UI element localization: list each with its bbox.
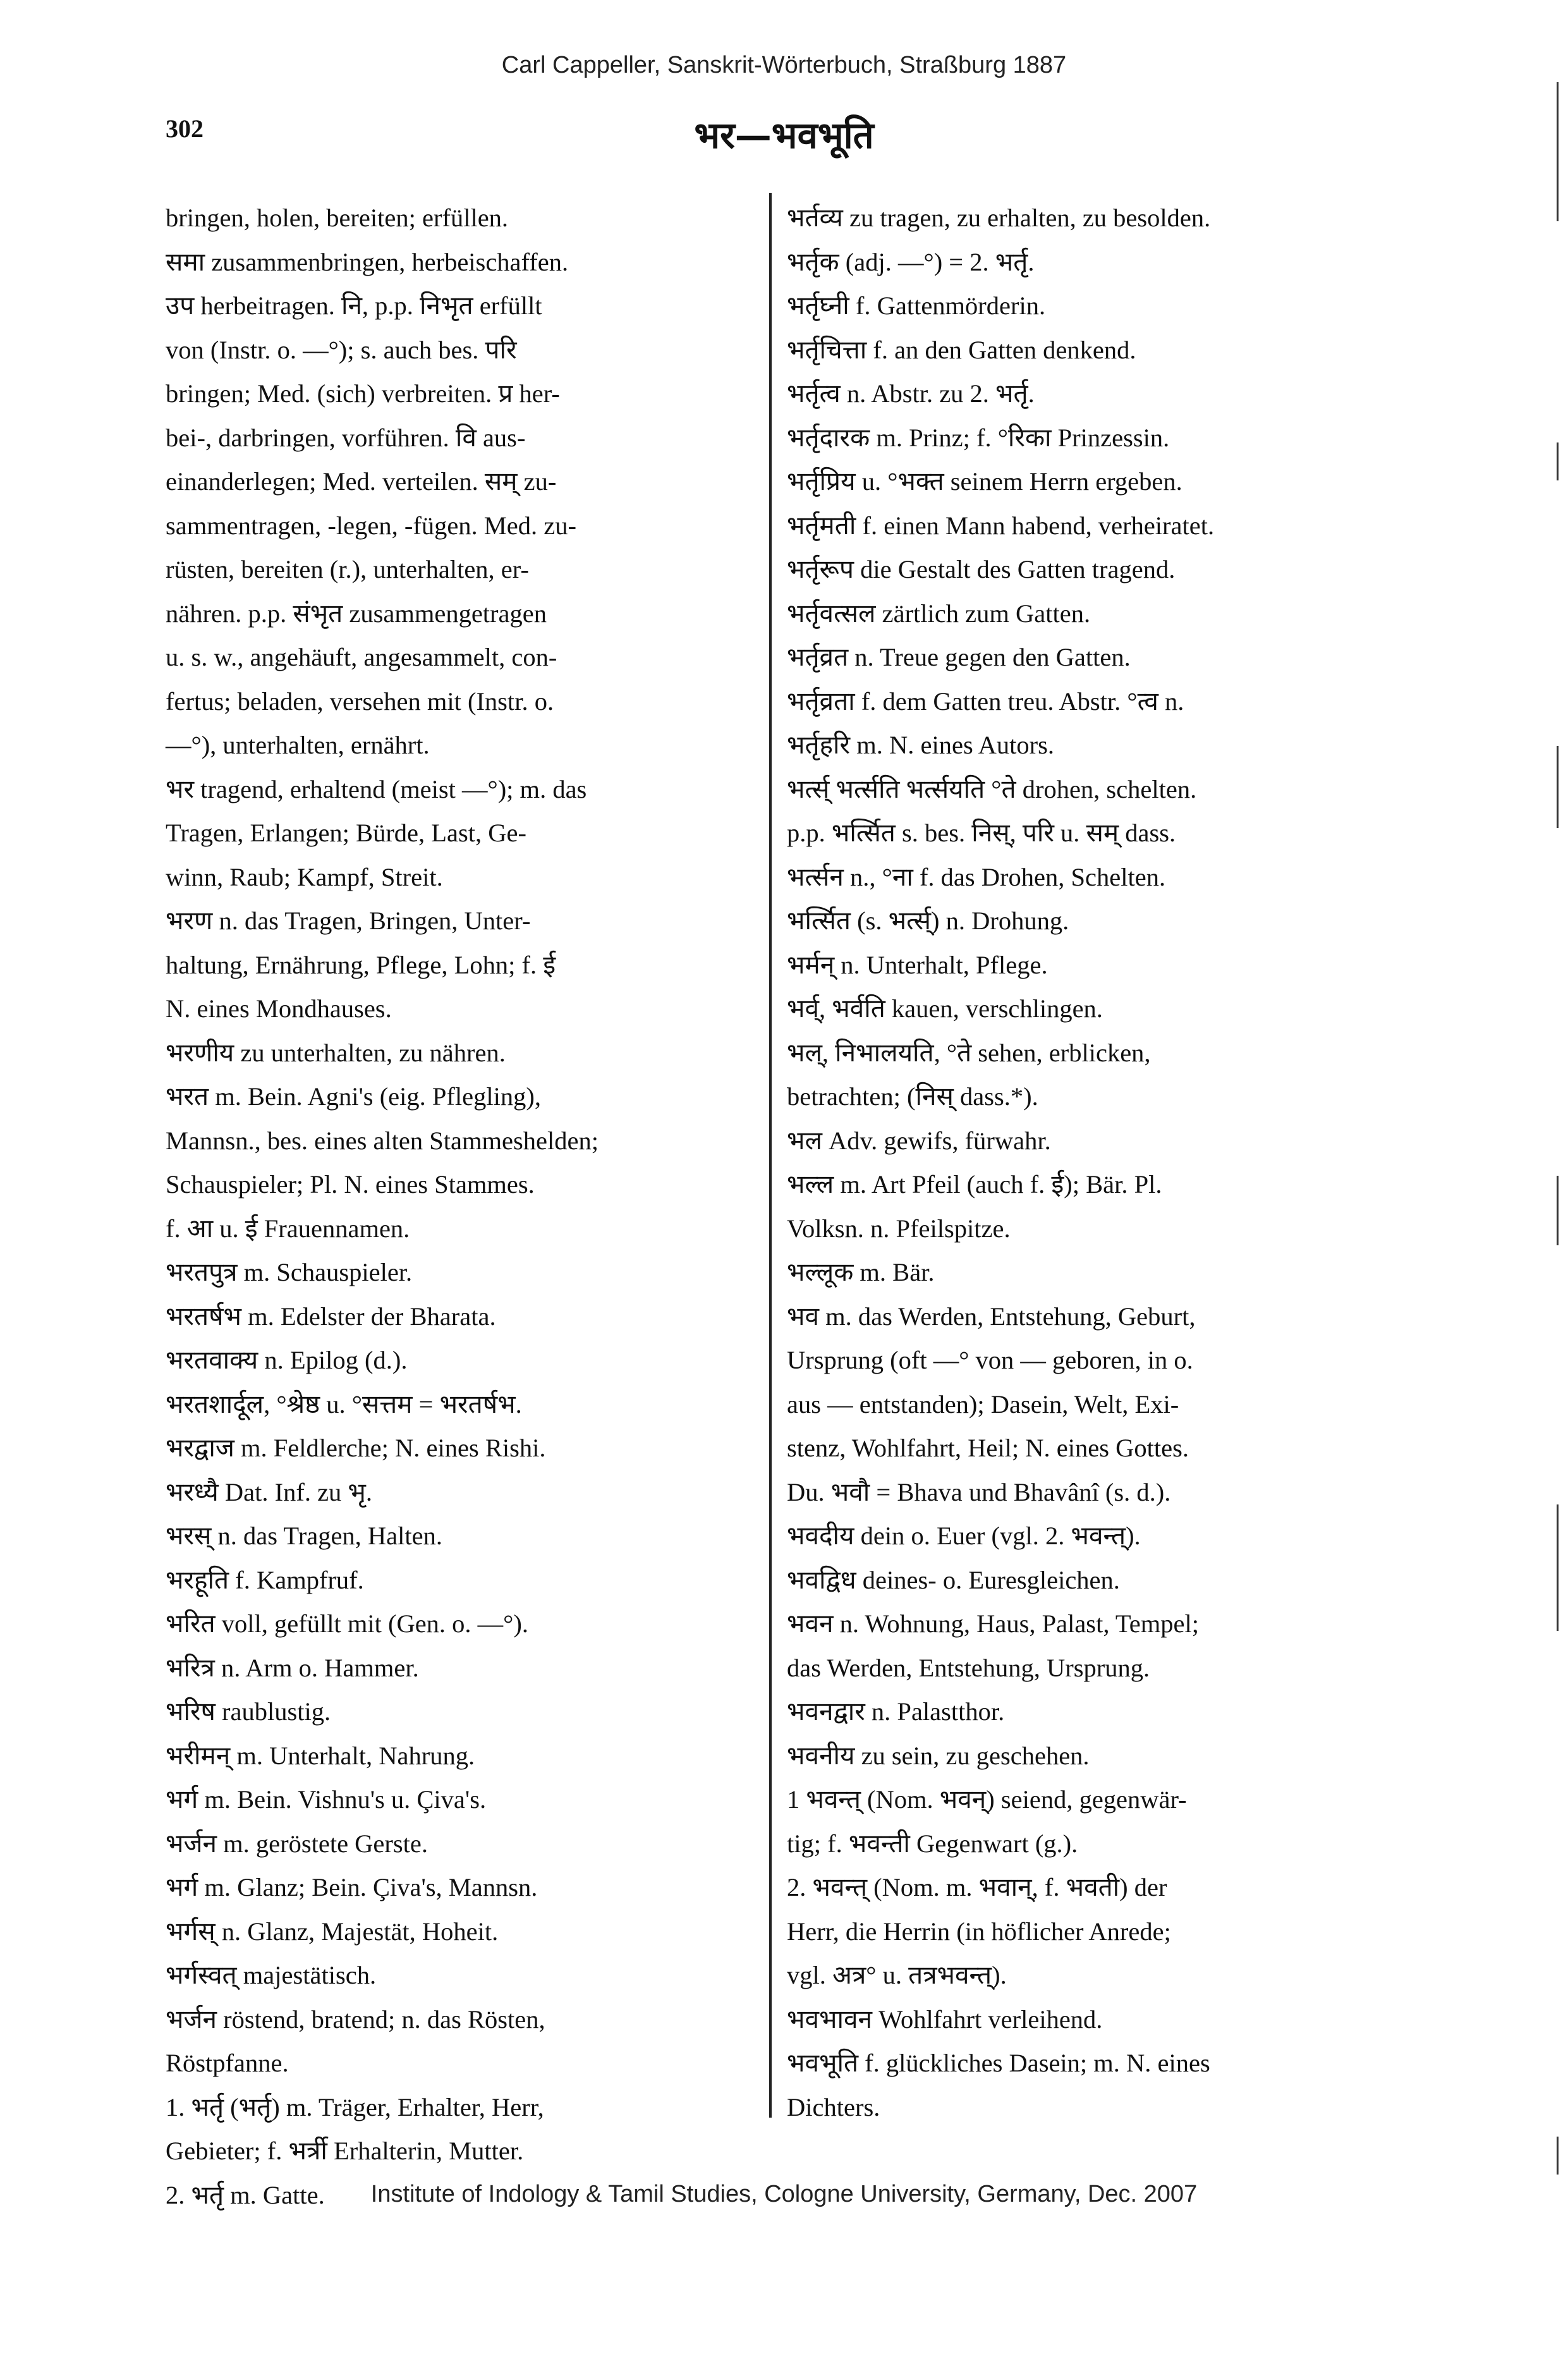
dictionary-line: भर्तृदारक m. Prinz; f. °रिका Prinzessin. (787, 423, 1170, 452)
dictionary-line: भर्तव्य zu tragen, zu erhalten, zu besolden. (787, 204, 1211, 232)
dictionary-line: भरस् n. das Tragen, Halten. (166, 1522, 443, 1550)
dictionary-line: भर्जन röstend, bratend; n. das Rösten, (166, 2004, 545, 2034)
scan-edge-marks (1554, 0, 1568, 2361)
dictionary-line: u. s. w., angehäuft, angesammelt, con- (166, 643, 557, 671)
dictionary-line: भरध्यै Dat. Inf. zu भृ. (166, 1477, 373, 1506)
dictionary-line: भर्तृचित्ता f. an den Gatten denkend. (787, 335, 1136, 364)
dictionary-line: भवभावन Wohlfahrt verleihend. (787, 2004, 1103, 2034)
dictionary-line: Röstpfanne. (166, 2049, 289, 2077)
dictionary-line: rüsten, bereiten (r.), unterhalten, er- (166, 555, 529, 583)
dictionary-line: Dichters. (787, 2092, 880, 2121)
running-head: भर—भवभूति (694, 114, 874, 157)
dictionary-line: bei-, darbringen, vorführen. वि aus- (166, 423, 526, 452)
dictionary-line: nähren. p.p. संभृत zusammengetragen (166, 599, 547, 628)
dictionary-line: Tragen, Erlangen; Bürde, Last, Ge- (166, 819, 526, 847)
dictionary-line: भवदीय dein o. Euer (vgl. 2. भवन्त्). (787, 1522, 1141, 1550)
dictionary-line: Herr, die Herrin (in höflicher Anrede; (787, 1917, 1171, 1946)
dictionary-line: भरद्वाज m. Feldlerche; N. eines Rishi. (166, 1434, 546, 1462)
right-column (787, 196, 1387, 2129)
dictionary-line: aus — entstanden); Dasein, Welt, Exi- (787, 1389, 1179, 1418)
dictionary-line: भरीमन् m. Unterhalt, Nahrung. (166, 1741, 475, 1770)
dictionary-line: 1. भर्तृ (भर्तृ) m. Träger, Erhalter, Herr, (166, 2092, 544, 2121)
dictionary-line: भल Adv. gewifs, fürwahr. (787, 1126, 1051, 1155)
dictionary-line: भर्गस्वत् majestätisch. (166, 1961, 377, 1989)
dictionary-line: भरहूति f. Kampfruf. (166, 1565, 364, 1594)
dictionary-line: भर्ग m. Bein. Vishnu's u. Çiva's. (166, 1785, 487, 1814)
dictionary-line: von (Instr. o. —°); s. auch bes. परि (166, 335, 517, 364)
dictionary-line: भर tragend, erhaltend (meist —°); m. das (166, 774, 587, 803)
dictionary-line: fertus; beladen, versehen mit (Instr. o. (166, 686, 554, 716)
dictionary-line: भरतवाक्य n. Epilog (d.). (166, 1346, 408, 1374)
left-column (166, 196, 766, 2217)
dictionary-line: einanderlegen; Med. verteilen. सम् zu- (166, 467, 557, 496)
dictionary-line: भरतपुत्र m. Schauspieler. (166, 1258, 413, 1286)
footer-credit: Institute of Indology & Tamil Studies, Cologne University, Germany, Dec. 2007 (370, 2181, 1198, 2207)
dictionary-line: भर्तृत्व n. Abstr. zu 2. भर्तृ. (787, 379, 1035, 408)
dictionary-line: 2. भवन्त् (Nom. m. भवान्, f. भवती) der (787, 1873, 1167, 1901)
dictionary-line: bringen; Med. (sich) verbreiten. प्र her- (166, 379, 560, 408)
dictionary-line: भर्त्स् भर्त्सति भर्त्सयति °ते drohen, schelten. (787, 774, 1197, 803)
dictionary-line: भर्तृव्रत n. Treue gegen den Gatten. (787, 643, 1131, 671)
dictionary-line: भरित्र n. Arm o. Hammer. (166, 1653, 419, 1682)
dictionary-line: भरित voll, gefüllt mit (Gen. o. —°). (166, 1609, 528, 1638)
page-number: 302 (166, 114, 204, 143)
dictionary-line: das Werden, Entstehung, Ursprung. (787, 1653, 1150, 1682)
dictionary-line: भर्गस् n. Glanz, Majestät, Hoheit. (166, 1917, 499, 1946)
dictionary-line: Mannsn., bes. eines alten Stammeshelden; (166, 1126, 599, 1155)
dictionary-line: भल्ल m. Art Pfeil (auch f. ई); Bär. Pl. (787, 1170, 1162, 1199)
dictionary-line: भर्तृरूप die Gestalt des Gatten tragend. (787, 555, 1176, 583)
dictionary-line: भवभूति f. glückliches Dasein; m. N. eines (787, 2049, 1210, 2077)
dictionary-line: भवन n. Wohnung, Haus, Palast, Tempel; (787, 1609, 1199, 1638)
dictionary-line: bringen, holen, bereiten; erfüllen. (166, 204, 509, 232)
dictionary-line: भरण n. das Tragen, Bringen, Unter- (166, 906, 531, 935)
dictionary-line: Du. भवौ = Bhava und Bhavânî (s. d.). (787, 1477, 1171, 1506)
dictionary-line: भर्त्सन n., °ना f. das Drohen, Schelten. (787, 862, 1166, 891)
dictionary-line: भल्लूक m. Bär. (787, 1258, 935, 1286)
dictionary-line: भर्व्, भर्वति kauen, verschlingen. (787, 994, 1103, 1023)
dictionary-line: betrachten; (निस् dass.*). (787, 1082, 1038, 1111)
dictionary-line: vgl. अत्र° u. तत्रभवन्त्). (787, 1961, 1007, 1989)
dictionary-line: 2. भर्तृ m. Gatte. (166, 2180, 325, 2209)
dictionary-line: भरणीय zu unterhalten, zu nähren. (166, 1038, 506, 1067)
dictionary-line: 1 भवन्त् (Nom. भवन्) seiend, gegenwär- (787, 1785, 1187, 1814)
dictionary-line: भर्तृघ्नी f. Gattenmörderin. (787, 291, 1046, 320)
dictionary-line: N. eines Mondhauses. (166, 994, 392, 1023)
dictionary-line: भर्तृमती f. einen Mann habend, verheiratet. (787, 511, 1215, 540)
column-divider (769, 193, 772, 2118)
dictionary-line: भर्ग m. Glanz; Bein. Çiva's, Mannsn. (166, 1873, 538, 1901)
dictionary-line: भरतर्षभ m. Edelster der Bharata. (166, 1302, 496, 1331)
dictionary-line: भर्तृक (adj. —°) = 2. भर्तृ. (787, 247, 1035, 276)
dictionary-line: haltung, Ernährung, Pflege, Lohn; f. ई (166, 950, 556, 979)
dictionary-line: समा zusammenbringen, herbeischaffen. (166, 247, 569, 276)
dictionary-line: उप herbeitragen. नि, p.p. निभृत erfüllt (166, 291, 542, 320)
dictionary-line: भर्त्सित (s. भर्त्स्) n. Drohung. (787, 906, 1069, 935)
dictionary-line: भवनद्वार n. Palastthor. (787, 1697, 1005, 1726)
dictionary-line: भल्, निभालयति, °ते sehen, erblicken, (787, 1038, 1151, 1067)
dictionary-line: —°), unterhalten, ernährt. (166, 731, 430, 759)
dictionary-line: stenz, Wohlfahrt, Heil; N. eines Gottes. (787, 1434, 1189, 1462)
dictionary-line: Ursprung (oft —° von — geboren, in o. (787, 1346, 1193, 1374)
dictionary-line: भर्तृप्रिय u. °भक्त seinem Herrn ergeben. (787, 467, 1182, 496)
dictionary-line: भर्तृव्रता f. dem Gatten treu. Abstr. °त्व n. (787, 686, 1184, 716)
dictionary-line: sammentragen, -legen, -fügen. Med. zu- (166, 511, 576, 540)
dictionary-line: भरत m. Bein. Agni's (eig. Pflegling), (166, 1082, 542, 1111)
dictionary-line: भवद्विध deines- o. Euresgleichen. (787, 1565, 1120, 1594)
dictionary-line: f. आ u. ई Frauennamen. (166, 1214, 410, 1243)
dictionary-line: भर्तृवत्सल zärtlich zum Gatten. (787, 599, 1091, 628)
dictionary-line: winn, Raub; Kampf, Streit. (166, 862, 443, 891)
source-header: Carl Cappeller, Sanskrit-Wörterbuch, Straßburg 1887 (501, 52, 1067, 78)
dictionary-line: Schauspieler; Pl. N. eines Stammes. (166, 1170, 535, 1199)
dictionary-line: भवनीय zu sein, zu geschehen. (787, 1741, 1090, 1770)
dictionary-line: भर्तृहरि m. N. eines Autors. (787, 731, 1054, 759)
dictionary-line: भरतशार्दूल, °श्रेष्ठ u. °सत्तम = भरतर्षभ. (166, 1389, 522, 1418)
dictionary-line: p.p. भर्त्सित s. bes. निस्, परि u. सम् dass. (787, 819, 1176, 847)
dictionary-line: भर्जन m. geröstete Gerste. (166, 1829, 428, 1858)
dictionary-line: भर्मन् n. Unterhalt, Pflege. (787, 950, 1048, 979)
dictionary-line: भव m. das Werden, Entstehung, Geburt, (787, 1302, 1196, 1331)
dictionary-line: Gebieter; f. भर्त्री Erhalterin, Mutter. (166, 2137, 524, 2165)
dictionary-line: भरिष raublustig. (166, 1697, 331, 1726)
dictionary-line: tig; f. भवन्ती Gegenwart (g.). (787, 1829, 1078, 1858)
dictionary-line: Volksn. n. Pfeilspitze. (787, 1214, 1011, 1243)
